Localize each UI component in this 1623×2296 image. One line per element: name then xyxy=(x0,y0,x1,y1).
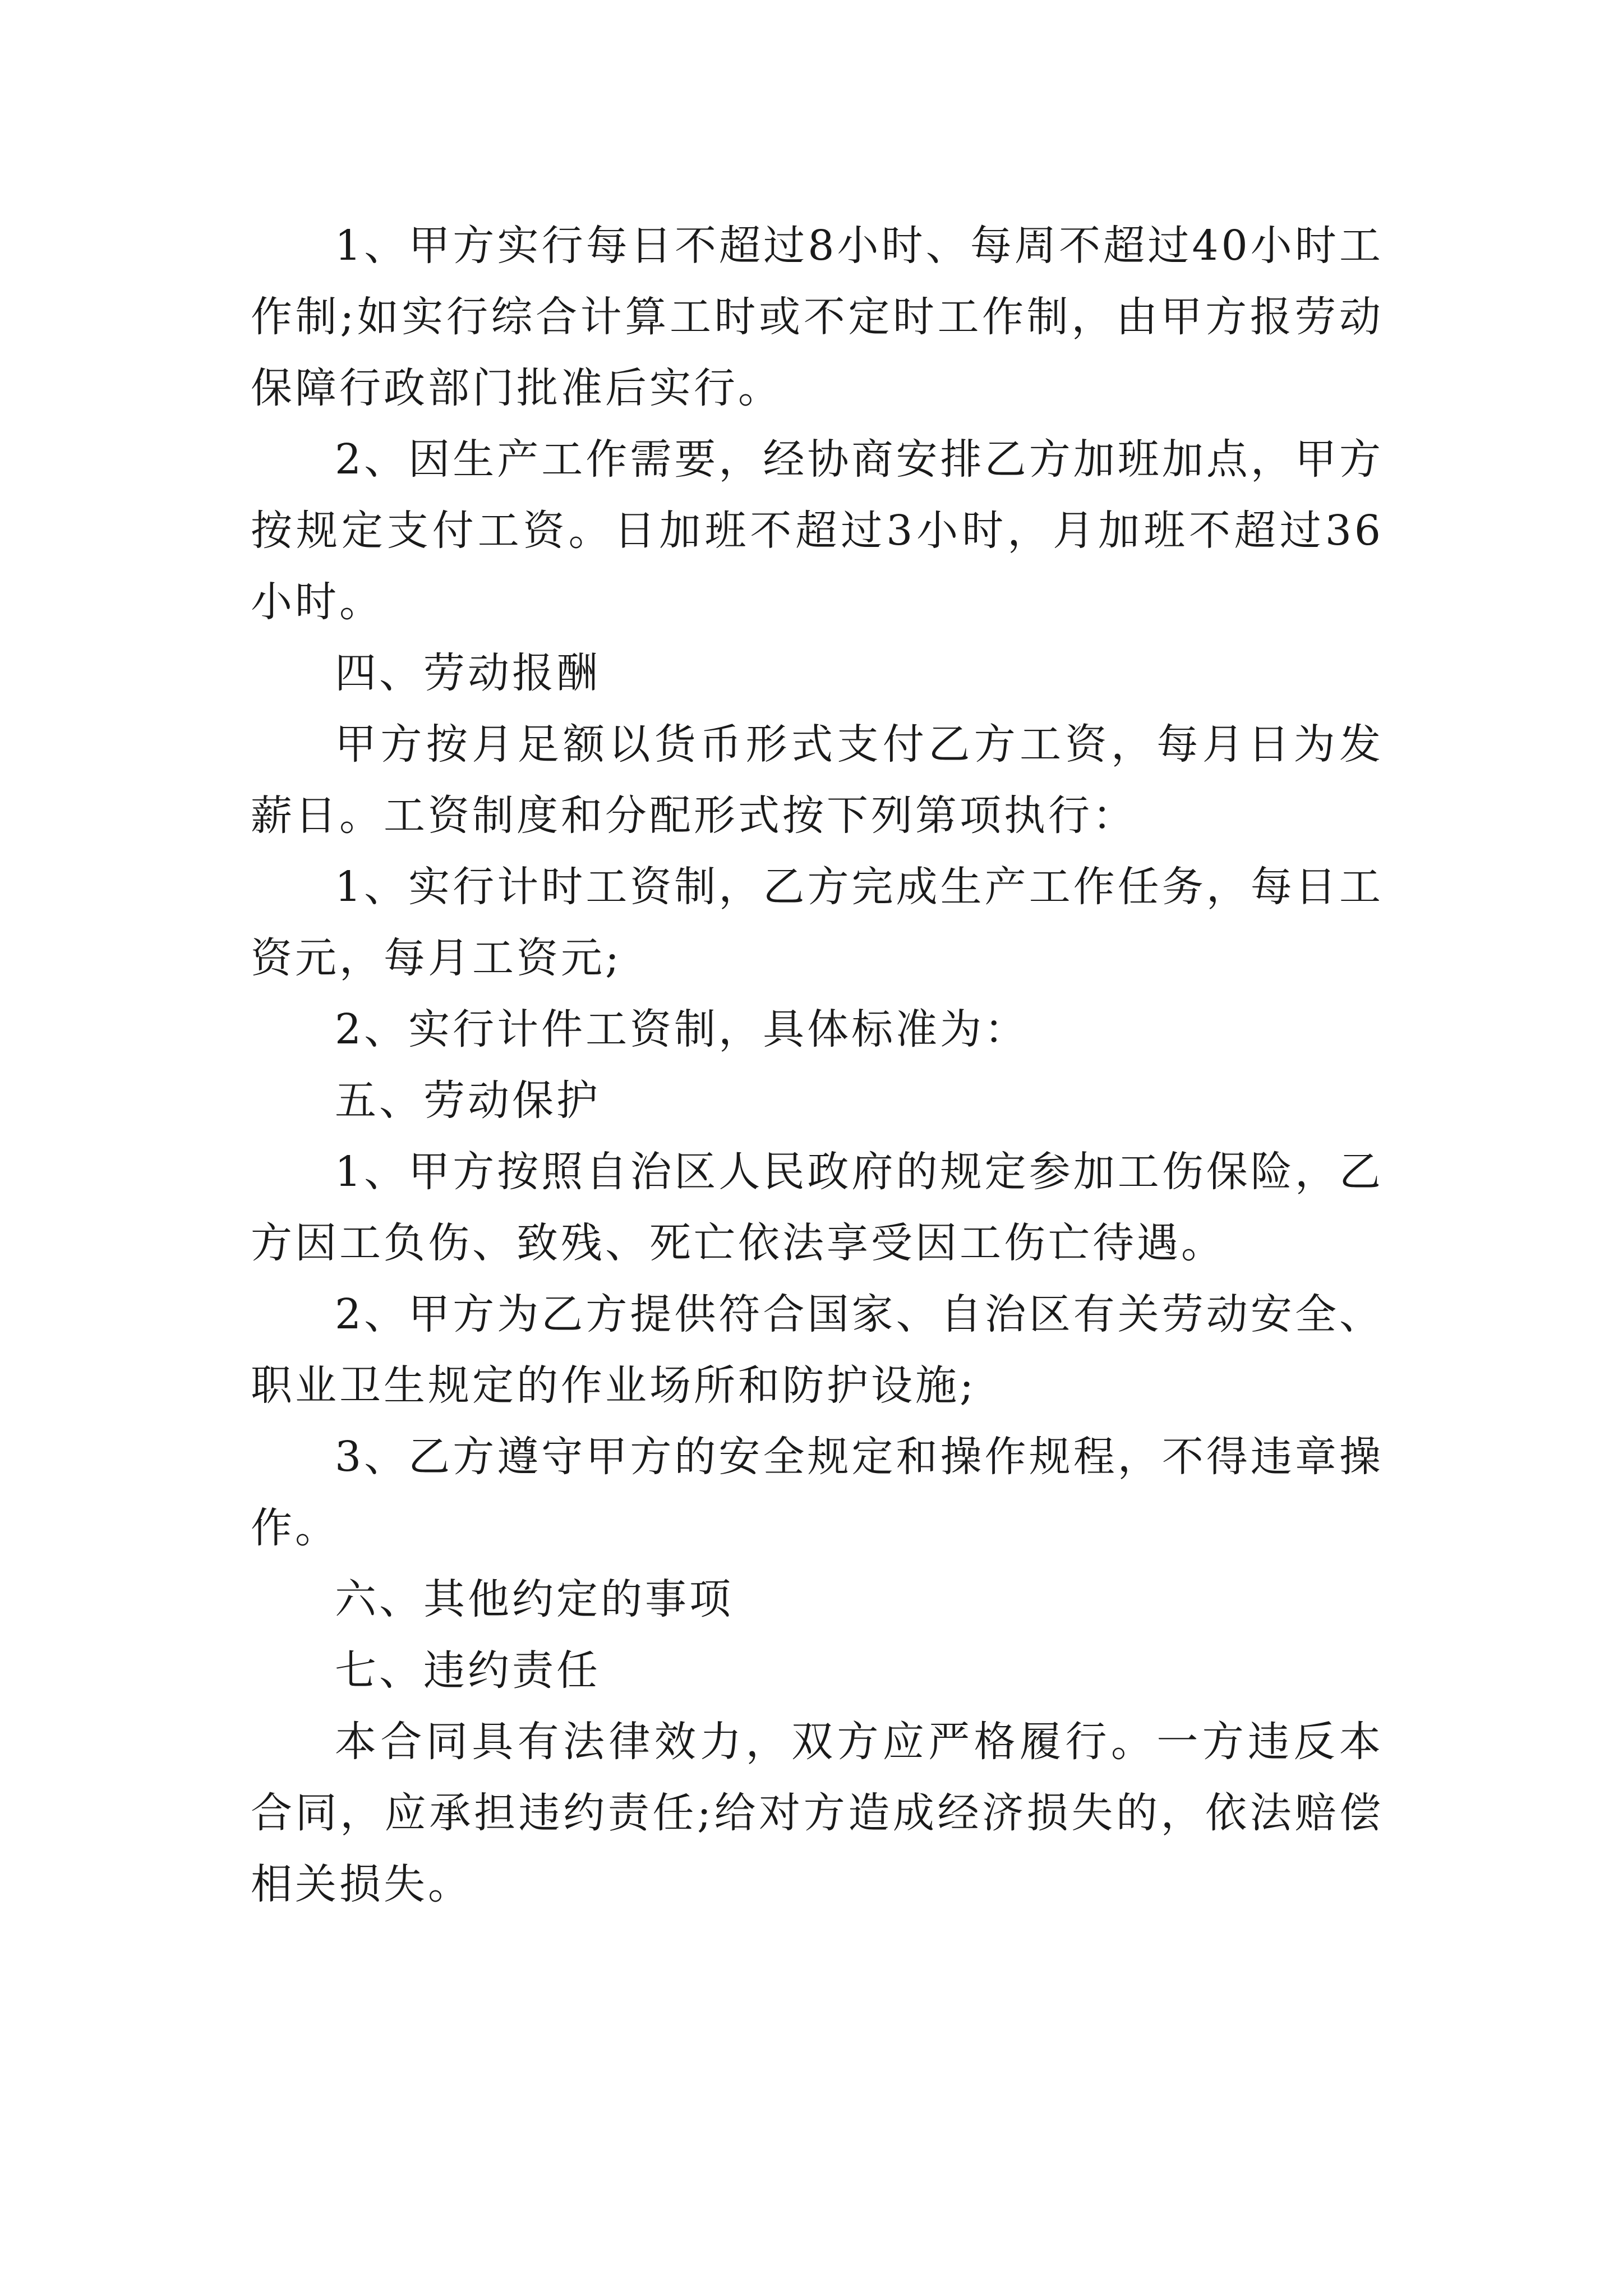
paragraph-safety-rules: 3、乙方遵守甲方的安全规定和操作规程，不得违章操作。 xyxy=(251,1433,1384,1552)
paragraph-breach-liability: 本合同具有法律效力，双方应严格履行。一方违反本合同，应承担违约责任;给对方造成经济损失的，依法赔偿相关损失。 xyxy=(251,1718,1384,1908)
paragraph-work-hours: 1、甲方实行每日不超过8小时、每周不超过40小时工作制;如实行综合计算工时或不定时工作制，由甲方报劳动保障行政部门批准后实行。 xyxy=(251,222,1384,412)
paragraph-piece-rate-wage: 2、实行计件工资制，具体标准为： xyxy=(335,1005,1029,1053)
paragraph-salary-payment: 甲方按月足额以货币形式支付乙方工资，每月日为发薪日。工资制度和分配形式按下列第项执行： xyxy=(251,720,1384,840)
section-heading-remuneration: 四、劳动报酬 xyxy=(335,649,601,697)
paragraph-injury-insurance: 1、甲方按照自治区人民政府的规定参加工伤保险，乙方因工负伤、致残、死亡依法享受因工伤亡待遇。 xyxy=(251,1148,1384,1267)
paragraph-safety-facilities: 2、甲方为乙方提供符合国家、自治区有关劳动安全、职业卫生规定的作业场所和防护设施; xyxy=(251,1290,1384,1410)
section-heading-other-matters: 六、其他约定的事项 xyxy=(335,1575,734,1623)
paragraph-time-based-wage: 1、实行计时工资制，乙方完成生产工作任务，每日工资元，每月工资元; xyxy=(251,863,1384,982)
section-heading-breach-liability: 七、违约责任 xyxy=(335,1646,601,1695)
document-body xyxy=(251,210,1384,1920)
paragraph-overtime: 2、因生产工作需要，经协商安排乙方加班加点，甲方按规定支付工资。日加班不超过3小时，月加班不超过36小时。 xyxy=(251,435,1384,626)
section-heading-labor-protection: 五、劳动保护 xyxy=(335,1076,601,1125)
